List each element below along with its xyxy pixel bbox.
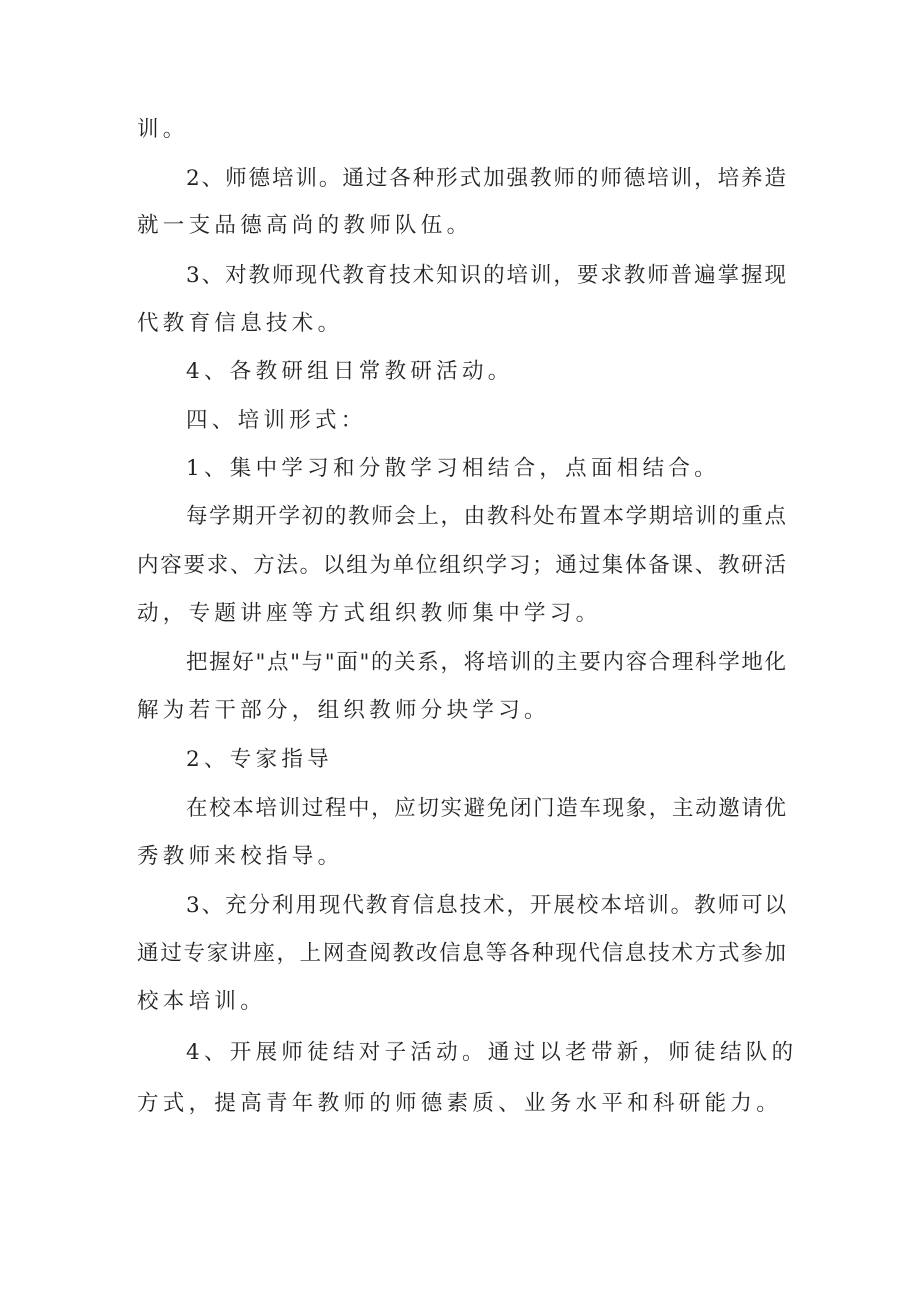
text-line: 训。 [137, 117, 189, 142]
text-line: 四、培训形式： [186, 408, 367, 433]
text-line: 把握好"点"与"面"的关系，将培训的主要内容合理科学地化 [186, 650, 786, 675]
text-line: 2、师德培训。通过各种形式加强教师的师德培训，培养造 [186, 166, 786, 191]
text-line: 代教育信息技术。 [137, 311, 344, 336]
text-line: 4、各教研组日常教研活动。 [186, 359, 514, 384]
text-line: 在校本培训过程中，应切实避免闭门造车现象，主动邀请优 [186, 796, 786, 821]
text-line: 3、对教师现代教育技术知识的培训，要求教师普遍掌握现 [186, 263, 786, 288]
text-line: 3、充分利用现代教育信息技术，开展校本培训。教师可以 [186, 893, 786, 918]
text-line: 方式，提高青年教师的师德素质、业务水平和科研能力。 [137, 1091, 783, 1116]
text-line: 校本培训。 [137, 989, 267, 1014]
text-line: 就一支品德高尚的教师队伍。 [137, 213, 473, 238]
text-line: 每学期开学初的教师会上，由教科处布置本学期培训的重点 [186, 504, 786, 529]
text-line: 秀教师来校指导。 [137, 844, 344, 869]
text-line: 内容要求、方法。以组为单位组织学习；通过集体备课、教研活 [137, 553, 786, 578]
text-line: 动，专题讲座等方式组织教师集中学习。 [137, 601, 602, 626]
text-line: 2、专家指导 [186, 747, 333, 772]
text-line: 4、开展师徒结对子活动。通过以老带新，师徒结队的 [186, 1040, 798, 1065]
text-line: 解为若干部分，组织教师分块学习。 [137, 698, 550, 723]
text-line: 通过专家讲座，上网查阅教改信息等各种现代信息技术方式参加 [137, 941, 786, 966]
text-line: 1、集中学习和分散学习相结合，点面相结合。 [186, 456, 720, 481]
